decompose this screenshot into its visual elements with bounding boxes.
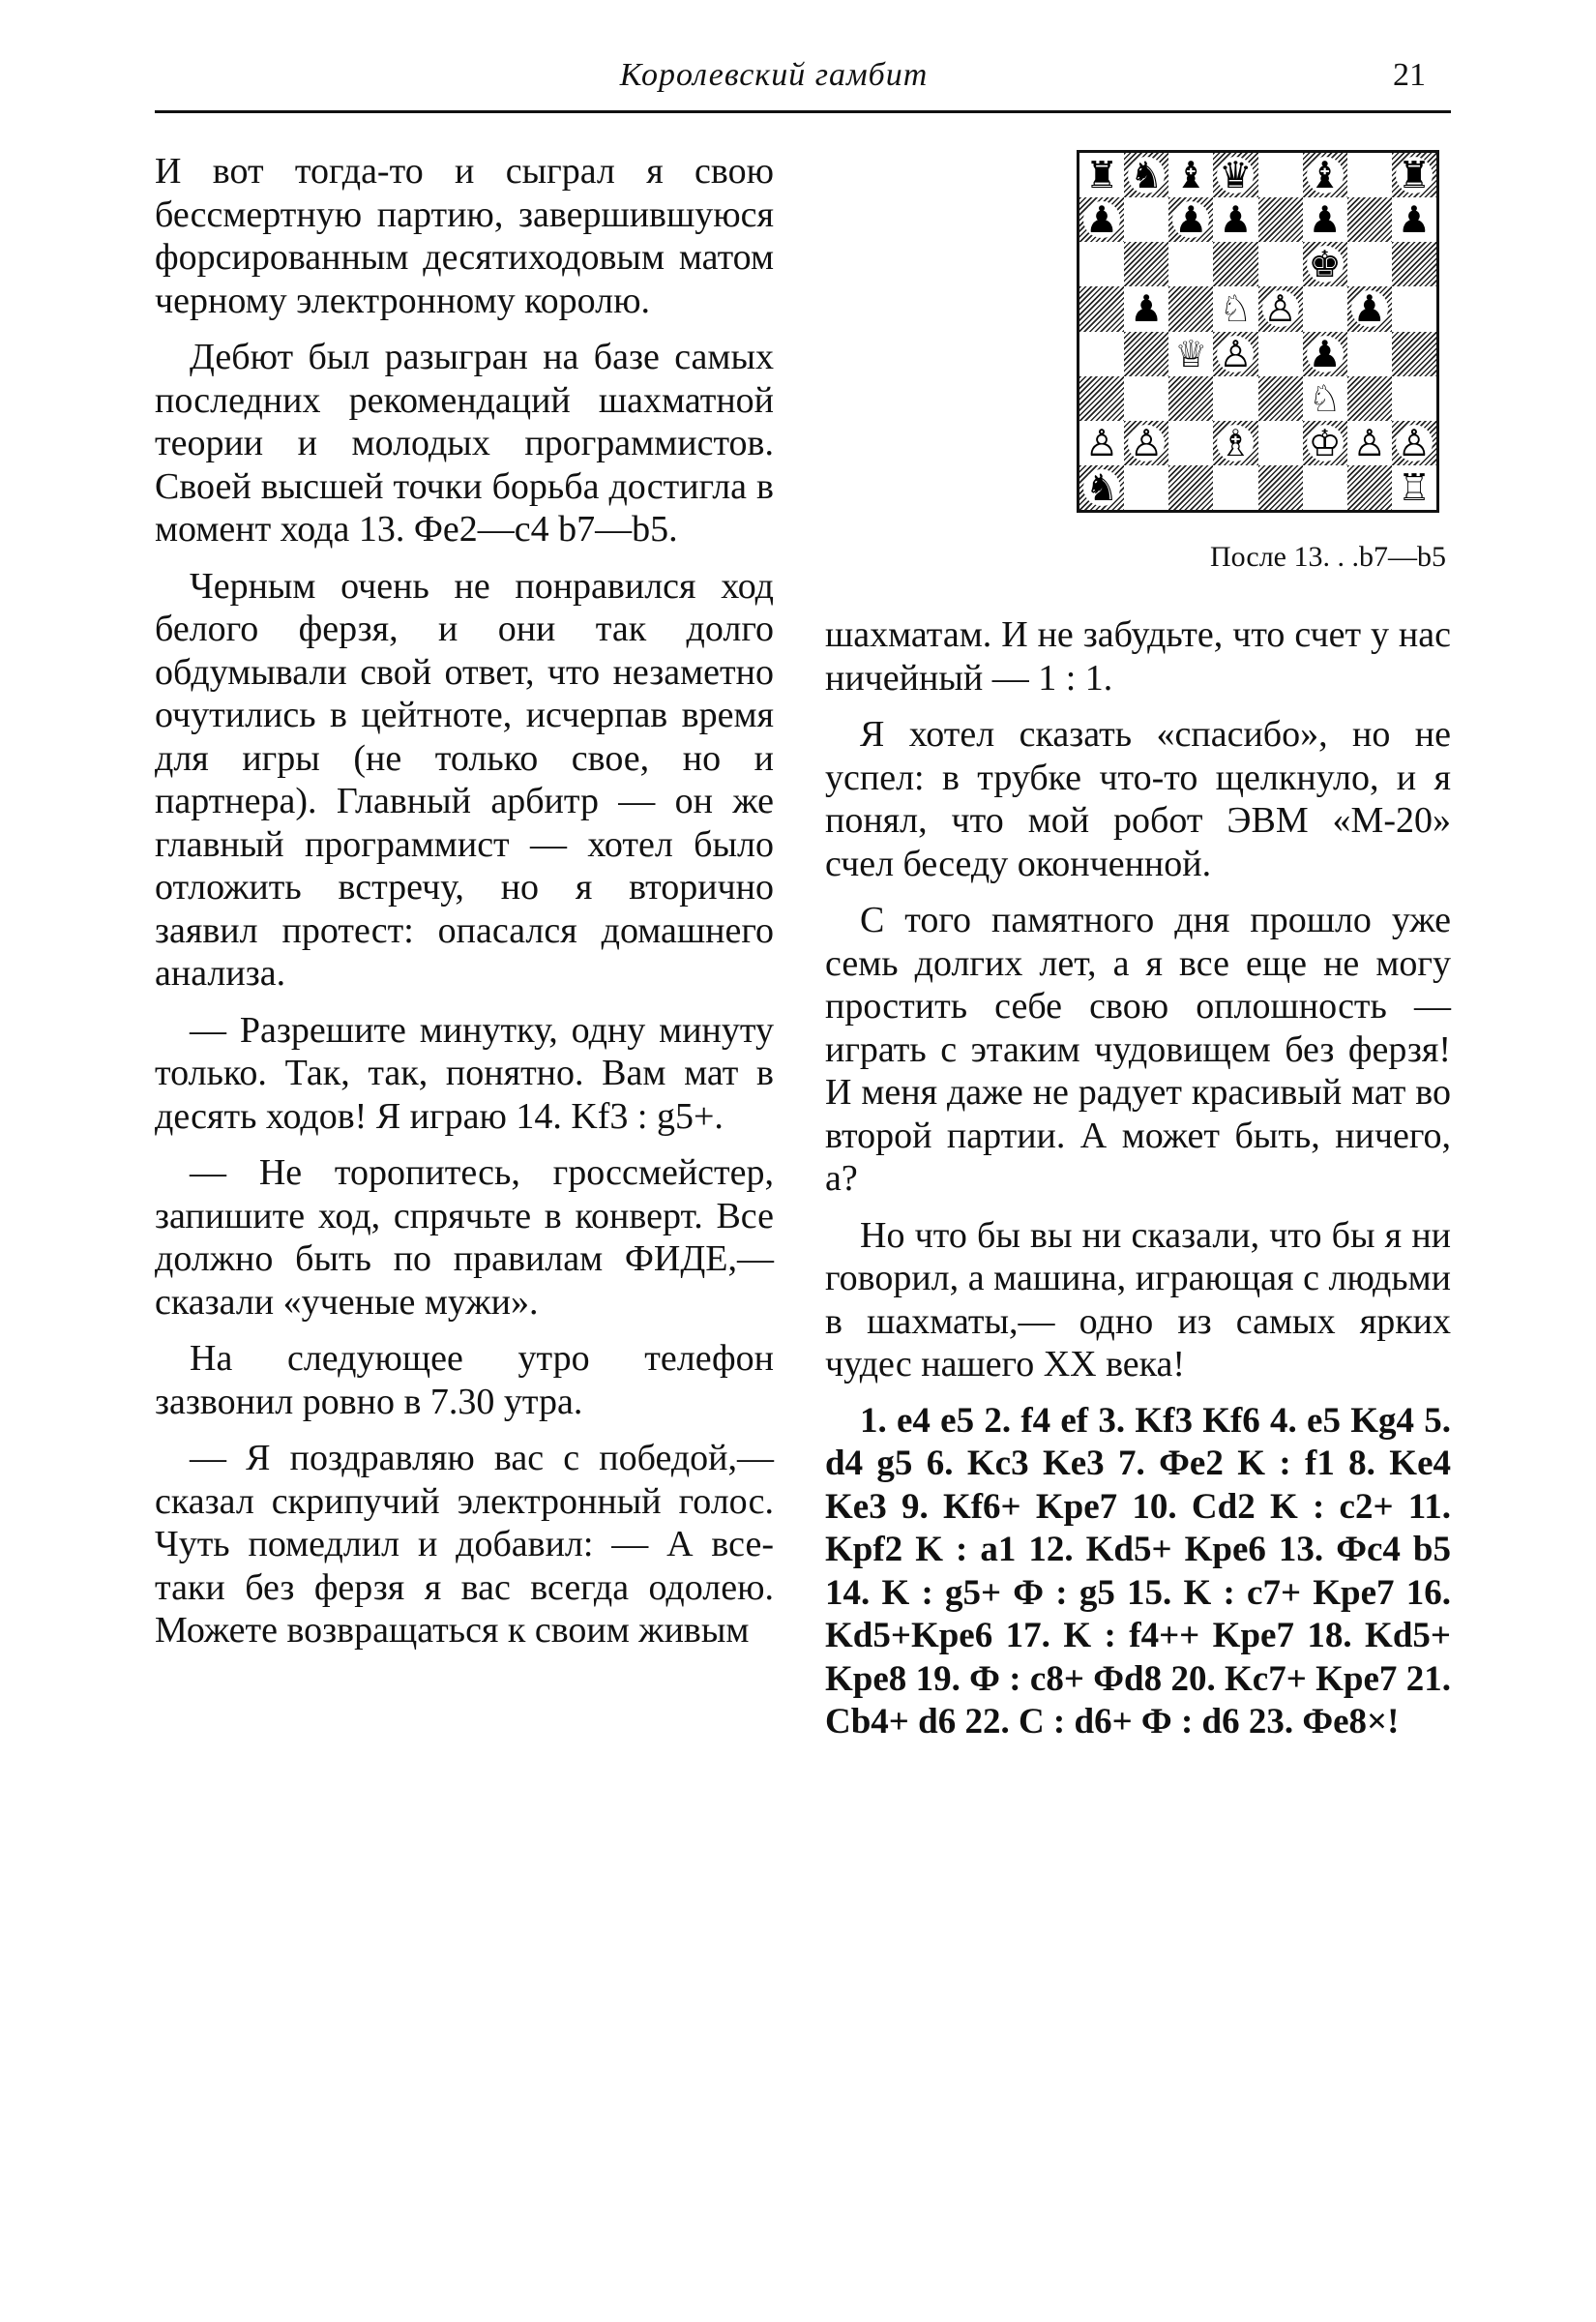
square-f5 (1303, 286, 1347, 331)
paragraph: Черным очень не понравился ход белого ферзя, и они так долго обдумывали свой ответ, что незаметно очутились в цейтноте, исчерпав время для игры (не только свое, но и партнера). Главный арбитр — он же главный программист — хотел было отложить встречу, но я вторично заявил протест: опасался домашнего анализа. (155, 565, 774, 994)
chess-piece-icon: ♟ (1308, 198, 1342, 242)
square-a5 (1079, 286, 1124, 331)
square-b7 (1124, 197, 1168, 242)
square-g4 (1347, 332, 1392, 376)
square-g8 (1347, 153, 1392, 197)
square-f4 (1303, 332, 1347, 376)
paragraph: Но что бы вы ни сказали, что бы я ни говорил, а машина, играющая с людьми в шахматы,— одно из самых ярких чудес нашего XX века! (825, 1214, 1451, 1384)
square-e5 (1258, 286, 1303, 331)
chess-piece-icon: ♖ (1397, 465, 1431, 509)
square-c8 (1168, 153, 1213, 197)
chess-diagram (1077, 150, 1441, 512)
right-column (825, 613, 1451, 1758)
square-e6 (1258, 242, 1303, 286)
square-b2 (1124, 421, 1168, 465)
paragraph: — Я поздравляю вас с победой,— сказал скрипучий электронный голос. Чуть помедлил и добавил: — А все-таки без ферзя я вас всегда одолею. Можете возвращаться к своим живым (155, 1438, 774, 1651)
diagram-caption: После 13. . .b7—b5 (1209, 541, 1446, 573)
chess-board (1077, 150, 1439, 513)
chess-piece-icon: ♙ (1263, 287, 1297, 331)
square-h1 (1392, 465, 1436, 510)
square-f6 (1303, 242, 1347, 286)
paragraph: шахматам. И не забудьте, что счет у нас ничейный — 1 : 1. (825, 614, 1451, 699)
square-f3 (1303, 376, 1347, 421)
chess-piece-icon: ♜ (1085, 154, 1119, 197)
chess-piece-icon: ♟ (1085, 198, 1119, 242)
chess-piece-icon: ♘ (1219, 287, 1253, 331)
square-h6 (1392, 242, 1436, 286)
chess-piece-icon: ♝ (1308, 154, 1342, 197)
square-d2 (1213, 421, 1257, 465)
square-d4 (1213, 332, 1257, 376)
square-c7 (1168, 197, 1213, 242)
chess-piece-icon: ♙ (1219, 332, 1253, 375)
chess-piece-icon: ♜ (1397, 154, 1431, 197)
chess-piece-icon: ♚ (1308, 243, 1342, 286)
square-d3 (1213, 376, 1257, 421)
square-e1 (1258, 465, 1303, 510)
square-g2 (1347, 421, 1392, 465)
square-h3 (1392, 376, 1436, 421)
chess-piece-icon: ♘ (1308, 376, 1342, 420)
chess-piece-icon: ♙ (1352, 421, 1386, 464)
square-c4 (1168, 332, 1213, 376)
paragraph: На следующее утро телефон зазвонил ровно в 7.30 утра. (155, 1338, 774, 1422)
square-a4 (1079, 332, 1124, 376)
square-a3 (1079, 376, 1124, 421)
chess-piece-icon: ♙ (1397, 421, 1431, 464)
game-moves: 1. e4 e5 2. f4 ef 3. Kf3 Kf6 4. e5 Kg4 5. d4 g5 6. Kc3 Ke3 7. Фe2 K : f1 8. Ke4 Ke3 9. Kf6+ Kpe7 10. Cd2 K : c2+ 11. Kpf2 K : a1 12. Kd5+ Kpe6 13. Фc4 b5 14. K : g5+ Ф : g5 15. K : c7+ Kpe7 16. Kd5+Kpe6 17. K : f4++ Kpe7 18. Kd5+ Kpe8 19. Ф : c8+ Фd8 20. Kc7+ Kpe7 21. Cb4+ d6 22. C : d6+ Ф : d6 23. Фe8×! (825, 1400, 1451, 1742)
square-b8 (1124, 153, 1168, 197)
square-b3 (1124, 376, 1168, 421)
chess-piece-icon: ♟ (1219, 198, 1253, 242)
square-h2 (1392, 421, 1436, 465)
square-c6 (1168, 242, 1213, 286)
square-d1 (1213, 465, 1257, 510)
square-h7 (1392, 197, 1436, 242)
square-f7 (1303, 197, 1347, 242)
chess-piece-icon: ♙ (1130, 421, 1164, 464)
square-c3 (1168, 376, 1213, 421)
square-b6 (1124, 242, 1168, 286)
chess-piece-icon: ♗ (1219, 421, 1253, 464)
paragraph: Я хотел сказать «спасибо», но не успел: в трубке что-то щелкнуло, и я понял, что мой робот ЭВМ «М-20» счел беседу оконченной. (825, 714, 1451, 884)
chess-piece-icon: ♟ (1352, 287, 1386, 331)
chess-piece-icon: ♞ (1085, 465, 1119, 509)
square-f2 (1303, 421, 1347, 465)
paragraph: С того памятного дня прошло уже семь долгих лет, а я все еще не могу простить себе свою оплошность — играть с этаким чудовищем без ферзя! И меня даже не радует красивый мат во второй партии. А может быть, ничего, а? (825, 900, 1451, 1199)
paragraph: — Разрешите минутку, одну минуту только. Так, так, понятно. Вам мат в десять ходов! Я играю 14. Kf3 : g5+. (155, 1009, 774, 1137)
square-b4 (1124, 332, 1168, 376)
chess-piece-icon: ♝ (1174, 154, 1208, 197)
square-c1 (1168, 465, 1213, 510)
square-e2 (1258, 421, 1303, 465)
chess-piece-icon: ♞ (1130, 154, 1164, 197)
square-a2 (1079, 421, 1124, 465)
square-c5 (1168, 286, 1213, 331)
square-f1 (1303, 465, 1347, 510)
square-f8 (1303, 153, 1347, 197)
chess-piece-icon: ♛ (1219, 154, 1253, 197)
square-g6 (1347, 242, 1392, 286)
chess-piece-icon: ♕ (1174, 332, 1208, 375)
square-b5 (1124, 286, 1168, 331)
square-a1 (1079, 465, 1124, 510)
square-g1 (1347, 465, 1392, 510)
page-number: 21 (1393, 57, 1426, 93)
square-d8 (1213, 153, 1257, 197)
square-a6 (1079, 242, 1124, 286)
square-a7 (1079, 197, 1124, 242)
paragraph: — Не торопитесь, гроссмейстер, запишите ход, спрячьте в конверт. Все должно быть по правилам ФИДЕ,— сказали «ученые мужи». (155, 1152, 774, 1323)
chess-piece-icon: ♟ (1397, 198, 1431, 242)
square-c2 (1168, 421, 1213, 465)
chess-piece-icon: ♟ (1174, 198, 1208, 242)
square-d6 (1213, 242, 1257, 286)
chess-piece-icon: ♟ (1130, 287, 1164, 331)
square-d7 (1213, 197, 1257, 242)
square-a8 (1079, 153, 1124, 197)
square-e7 (1258, 197, 1303, 242)
square-e4 (1258, 332, 1303, 376)
square-d5 (1213, 286, 1257, 331)
paragraph: И вот тогда-то и сыграл я свою бессмертную партию, завершившуюся форсированным десятиходовым матом черному электронному королю. (155, 151, 774, 321)
header-rule (155, 110, 1451, 113)
square-b1 (1124, 465, 1168, 510)
chess-piece-icon: ♔ (1308, 421, 1342, 464)
left-column (155, 150, 774, 1666)
square-g5 (1347, 286, 1392, 331)
square-e8 (1258, 153, 1303, 197)
square-h8 (1392, 153, 1436, 197)
square-h4 (1392, 332, 1436, 376)
square-h5 (1392, 286, 1436, 331)
square-e3 (1258, 376, 1303, 421)
square-g3 (1347, 376, 1392, 421)
paragraph: Дебют был разыгран на базе самых последних рекомендаций шахматной теории и молодых программистов. Своей высшей точки борьба достигла в момент хода 13. Фе2—с4 b7—b5. (155, 337, 774, 550)
chess-piece-icon: ♟ (1308, 332, 1342, 375)
square-g7 (1347, 197, 1392, 242)
page-title: Королевский гамбит (619, 57, 929, 93)
chess-piece-icon: ♙ (1085, 421, 1119, 464)
